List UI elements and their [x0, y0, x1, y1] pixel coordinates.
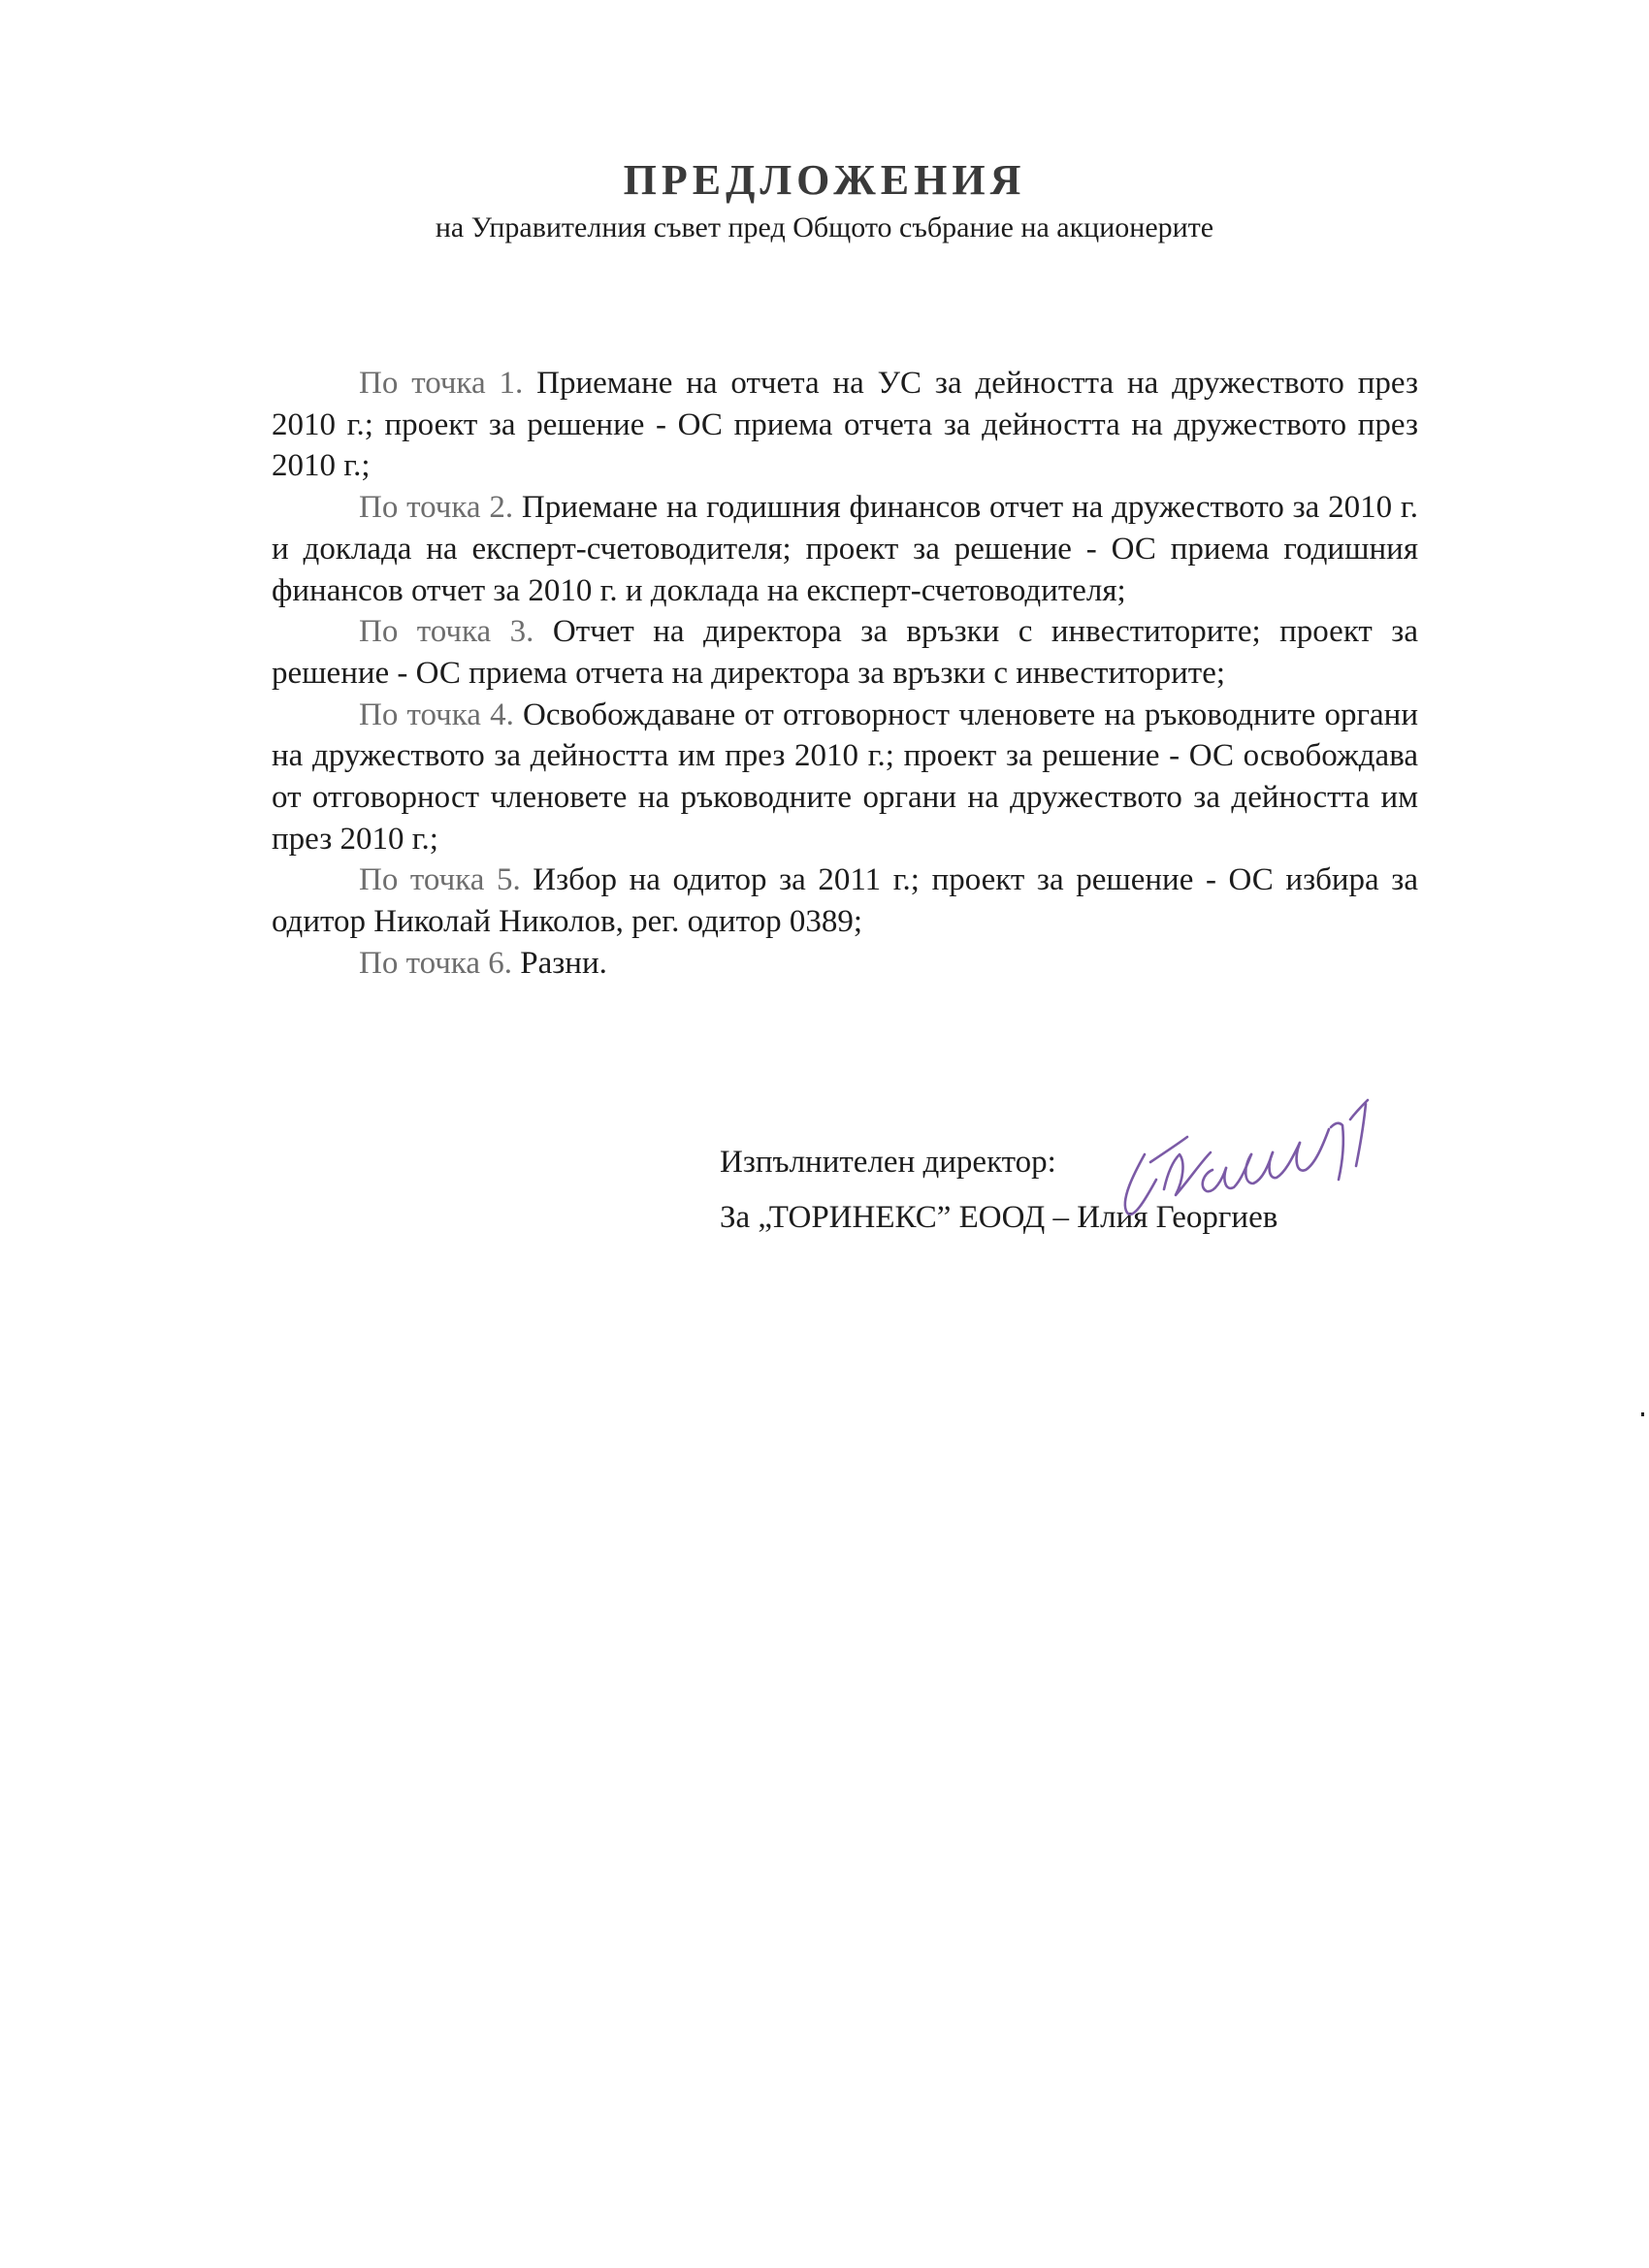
- proposals-list: [272, 363, 1418, 985]
- point-text: Приемане на годишния финансов отчет на дружеството за 2010 г. и доклада на експерт-счетоводителя; проект за решение - ОС приема годишния финансов отчет за 2010 г. и доклада на експерт-счетоводителя;: [272, 490, 1418, 608]
- proposal-item-3: [272, 611, 1418, 694]
- document-title: ПРЕДЛОЖЕНИЯ: [623, 156, 1026, 204]
- point-label: По точка 2.: [359, 490, 514, 526]
- point-text: Освобождаване от отговорност членовете на ръководните органи на дружеството за дейността им през 2010 г.; проект за решение - ОС освобождава от отговорност членовете на ръководните органи на дружеството за дейността им през 2010 г.;: [272, 697, 1418, 857]
- point-label: По точка 6.: [359, 945, 512, 981]
- point-label: По точка 3.: [359, 614, 534, 650]
- point-text: Разни.: [512, 945, 607, 981]
- proposal-item-5: [272, 859, 1418, 942]
- proposal-item-4: [272, 695, 1418, 860]
- point-label: По точка 4.: [359, 697, 514, 732]
- signatory-role: Изпълнителен директор:: [720, 1145, 1056, 1180]
- proposal-item-2: [272, 487, 1418, 611]
- point-label: По точка 5.: [359, 862, 521, 898]
- document-subtitle: на Управителния съвет пред Общото събрание на акционерите: [435, 211, 1214, 243]
- scan-mark: [1641, 1412, 1644, 1416]
- handwritten-signature: [1106, 1065, 1406, 1230]
- signatory-name: За „ТОРИНЕКС” ЕООД – Илия Георгиев: [720, 1200, 1278, 1235]
- proposal-item-1: [272, 363, 1418, 487]
- point-text: Отчет на директора за връзки с инвеститорите; проект за решение - ОС приема отчета на директора за връзки с инвеститорите;: [272, 614, 1418, 691]
- signature-strokes: [1125, 1100, 1368, 1215]
- point-label: По точка 1.: [359, 366, 524, 401]
- point-text: Избор на одитор за 2011 г.; проект за решение - ОС избира за одитор Николай Николов, рег. одитор 0389;: [272, 862, 1418, 940]
- point-text: Приемане на отчета на УС за дейността на дружеството през 2010 г.; проект за решение - ОС приема отчета за дейността на дружеството през 2010 г.;: [272, 366, 1418, 484]
- proposal-item-6: [272, 943, 1418, 985]
